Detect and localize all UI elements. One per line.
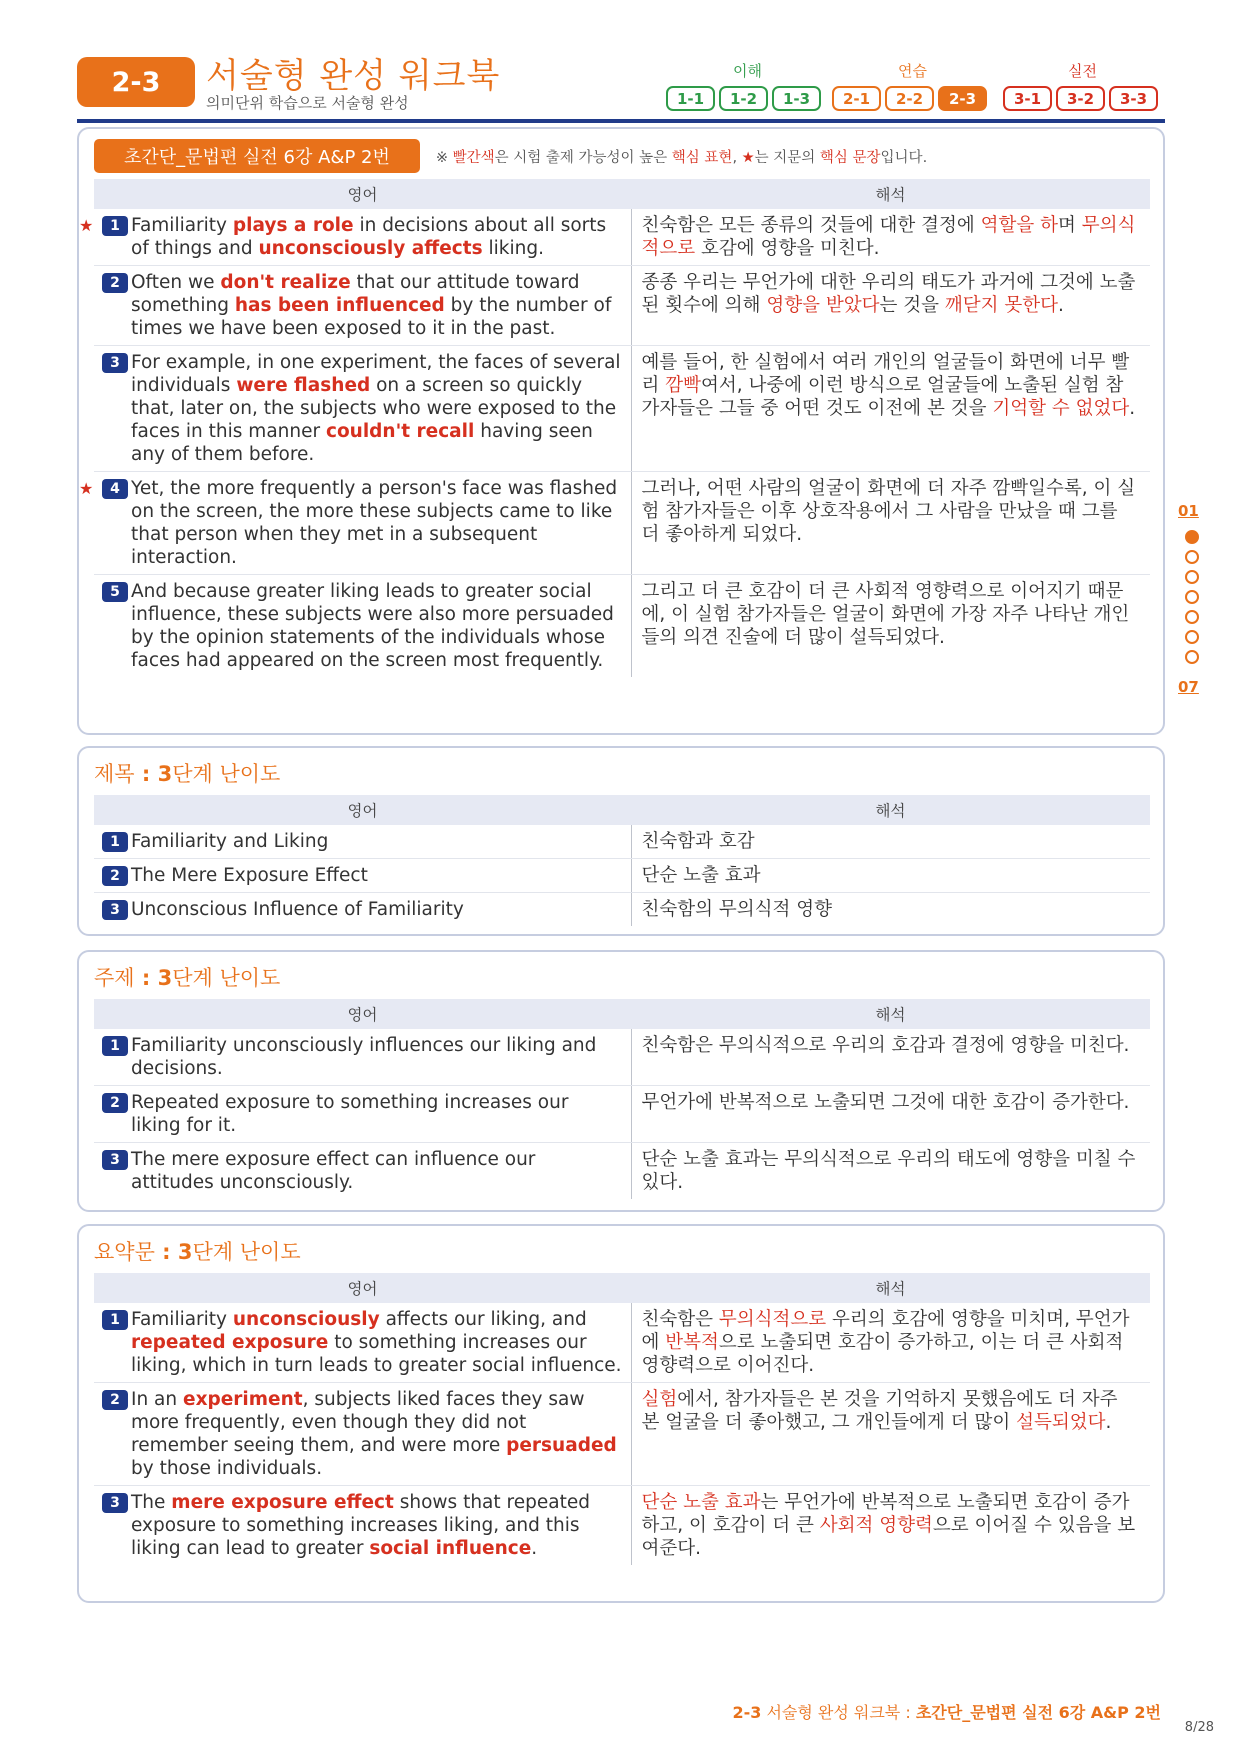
korean-translation: 친숙함의 무의식적 영향 xyxy=(641,899,832,920)
column-header-korean: 해석 xyxy=(631,999,1150,1029)
column-header-english: 영어 xyxy=(94,179,631,209)
page-dot[interactable] xyxy=(1185,550,1199,564)
stage-button-2-2[interactable]: 2-2 xyxy=(885,86,934,111)
summary-box xyxy=(77,1224,1165,1603)
english-sentence: 3 The mere exposure effect shows that repeated exposure to something increases liking, and this liking can lead to greater social influence. xyxy=(94,1486,631,1566)
korean-translation: 친숙함은 무의식적으로 우리의 호감에 영향을 미치며, 무언가에 반복적으로 노출되면 호감이 증가하고, 이는 더 큰 사회적 영향력으로 이어진다. xyxy=(631,1303,1150,1383)
sentence-number: 2 xyxy=(102,1390,128,1410)
passage-tag: 초간단_문법편 실전 6강 A&P 2번 xyxy=(94,139,420,173)
stage-group-practice xyxy=(832,86,987,111)
sentence-number: 1 xyxy=(102,216,128,236)
english-sentence: 3 Unconscious Influence of Familiarity xyxy=(94,893,631,927)
sentence-number: 3 xyxy=(102,900,128,920)
stage-button-3-3[interactable]: 3-3 xyxy=(1109,86,1158,111)
korean-translation: 그러나, 어떤 사람의 얼굴이 화면에 더 자주 깜빡일수록, 이 실험 참가자들은 이후 상호작용에서 그 사람을 만났을 때 그를 더 좋아하게 되었다. xyxy=(631,472,1150,575)
column-header-english: 영어 xyxy=(94,999,631,1029)
table-row xyxy=(94,472,1150,575)
english-sentence: 3 The mere exposure effect can influence our attitudes unconsciously. xyxy=(94,1143,631,1200)
column-header-english: 영어 xyxy=(94,1273,631,1303)
sentence-number: 4 xyxy=(102,479,128,499)
side-nav-start: 01 xyxy=(1178,502,1199,520)
sentence-number: 3 xyxy=(102,1493,128,1513)
korean-translation: 단순 노출 효과 xyxy=(631,859,1150,893)
english-sentence: 1 Familiarity unconsciously affects our liking, and repeated exposure to something increases our liking, which in turn leads to greater social influence. xyxy=(94,1303,631,1383)
table-row xyxy=(94,1029,1150,1086)
stage-group-understand xyxy=(666,86,821,111)
stage-label-understand: 이해 xyxy=(733,62,762,80)
star-icon: ★ xyxy=(79,216,94,235)
stage-button-1-2[interactable]: 1-2 xyxy=(719,86,768,111)
table-row xyxy=(94,859,1150,893)
sentence-number: 3 xyxy=(102,353,128,373)
table-row xyxy=(94,825,1150,859)
table-row xyxy=(94,346,1150,472)
page-subtitle: 의미단위 학습으로 서술형 완성 xyxy=(206,94,409,112)
stage-button-2-3[interactable]: 2-3 xyxy=(938,86,987,111)
table-row xyxy=(94,1143,1150,1200)
table-row xyxy=(94,1383,1150,1486)
title-box xyxy=(77,746,1165,936)
table-row xyxy=(94,266,1150,346)
theme-box xyxy=(77,950,1165,1212)
sentence-number: 5 xyxy=(102,582,128,602)
english-sentence: 5 And because greater liking leads to greater social influence, these subjects were also more persuaded by the opinion statements of the individuals whose faces had appeared on the screen most frequently. xyxy=(94,575,631,678)
sentence-number: 3 xyxy=(102,1150,128,1170)
korean-translation: 종종 우리는 무언가에 대한 우리의 태도가 과거에 그것에 노출된 횟수에 의해 영향을 받았다는 것을 깨닫지 못한다. xyxy=(631,266,1150,346)
korean-translation: 친숙함은 모든 종류의 것들에 대한 결정에 역할을 하며 무의식적으로 호감에 영향을 미친다. xyxy=(631,209,1150,266)
stage-label-practice: 연습 xyxy=(898,62,927,80)
korean-translation: 친숙함은 무의식적으로 우리의 호감과 결정에 영향을 미친다. xyxy=(631,1029,1150,1086)
column-header-korean: 해석 xyxy=(631,179,1150,209)
english-sentence: ★ 1 Familiarity plays a role in decisions about all sorts of things and unconsciously affects liking. xyxy=(94,209,631,266)
page-dot[interactable] xyxy=(1185,590,1199,604)
sentence-number: 2 xyxy=(102,273,128,293)
summary-table xyxy=(94,1273,1150,1565)
page-dot-active[interactable] xyxy=(1185,530,1199,544)
english-sentence: 1 Familiarity and Liking xyxy=(94,825,631,859)
page-dot[interactable] xyxy=(1185,630,1199,644)
unit-badge: 2-3 xyxy=(77,57,195,107)
column-header-korean: 해석 xyxy=(631,1273,1150,1303)
column-header-english: 영어 xyxy=(94,795,631,825)
korean-translation: 그리고 더 큰 호감이 더 큰 사회적 영향력으로 이어지기 때문에, 이 실험 참가자들은 얼굴이 화면에 가장 자주 나타난 개인들의 의견 진술에 더 많이 설득되었다. xyxy=(641,581,1130,648)
table-row xyxy=(94,1303,1150,1383)
theme-table xyxy=(94,999,1150,1199)
passage-table xyxy=(79,179,1150,677)
stage-button-2-1[interactable]: 2-1 xyxy=(832,86,881,111)
page-title: 서술형 완성 워크북 xyxy=(206,56,501,96)
page-dot[interactable] xyxy=(1185,650,1199,664)
table-row xyxy=(94,1486,1150,1566)
korean-translation: 무언가에 반복적으로 노출되면 그것에 대한 호감이 증가한다. xyxy=(631,1086,1150,1143)
korean-translation: 단순 노출 효과는 무의식적으로 우리의 태도에 영향을 미칠 수 있다. xyxy=(641,1149,1136,1193)
title-table xyxy=(94,795,1150,926)
stage-button-1-3[interactable]: 1-3 xyxy=(772,86,821,111)
english-sentence: 3 For example, in one experiment, the faces of several individuals were flashed on a screen so quickly that, later on, the subjects who were exposed to the faces in this manner couldn't recall having seen any of them before. xyxy=(94,346,631,472)
stage-button-3-1[interactable]: 3-1 xyxy=(1003,86,1052,111)
sentence-number: 1 xyxy=(102,832,128,852)
korean-translation: 단순 노출 효과는 무언가에 반복적으로 노출되면 호감이 증가하고, 이 호감이 더 큰 사회적 영향력으로 이어질 수 있음을 보여준다. xyxy=(641,1492,1136,1559)
passage-box xyxy=(77,127,1165,735)
english-sentence: 2 In an experiment, subjects liked faces they saw more frequently, even though they did not remember seeing them, and were more persuaded by those individuals. xyxy=(94,1383,631,1486)
header-divider xyxy=(77,119,1165,123)
footer-caption: 2-3 서술형 완성 워크북 : 초간단_문법편 실전 6강 A&P 2번 xyxy=(732,1703,1161,1722)
table-row xyxy=(94,1086,1150,1143)
stage-button-1-1[interactable]: 1-1 xyxy=(666,86,715,111)
table-row xyxy=(94,209,1150,266)
section-title-summary: 요약문 : 3단계 난이도 xyxy=(94,1240,301,1264)
section-title-title: 제목 : 3단계 난이도 xyxy=(94,762,281,786)
stage-button-3-2[interactable]: 3-2 xyxy=(1056,86,1105,111)
stage-label-real: 실전 xyxy=(1068,62,1097,80)
sentence-number: 1 xyxy=(102,1036,128,1056)
english-sentence: ★ 4 Yet, the more frequently a person's face was flashed on the screen, the more these subjects came to like that person when they met in a subsequent interaction. xyxy=(94,472,631,575)
english-sentence: 2 Repeated exposure to something increases our liking for it. xyxy=(94,1086,631,1143)
english-sentence: 1 Familiarity unconsciously influences our liking and decisions. xyxy=(94,1029,631,1086)
korean-translation: 예를 들어, 한 실험에서 여러 개인의 얼굴들이 화면에 너무 빨리 깜빡여서, 나중에 이런 방식으로 얼굴들에 노출된 실험 참가자들은 그들 중 어떤 것도 이전에 본 것을 기억할 수 없었다. xyxy=(631,346,1150,472)
sentence-number: 1 xyxy=(102,1310,128,1330)
english-sentence: 2 The Mere Exposure Effect xyxy=(94,859,631,893)
english-sentence: 2 Often we don't realize that our attitude toward something has been influenced by the number of times we have been exposed to it in the past. xyxy=(94,266,631,346)
korean-translation: 친숙함과 호감 xyxy=(631,825,1150,859)
page-dot[interactable] xyxy=(1185,610,1199,624)
table-row xyxy=(94,893,1150,927)
legend-note: ※ 빨간색은 시험 출제 가능성이 높은 핵심 표현, ★는 지문의 핵심 문장입니다. xyxy=(435,149,928,166)
page-dot[interactable] xyxy=(1185,570,1199,584)
table-row xyxy=(94,575,1150,678)
page-number: 8/28 xyxy=(1184,1720,1214,1735)
sentence-number: 2 xyxy=(102,1093,128,1113)
section-title-theme: 주제 : 3단계 난이도 xyxy=(94,966,281,990)
stage-group-real xyxy=(1003,86,1158,111)
star-icon: ★ xyxy=(79,479,94,498)
sentence-number: 2 xyxy=(102,866,128,886)
korean-translation: 실험에서, 참가자들은 본 것을 기억하지 못했음에도 더 자주 본 얼굴을 더 좋아했고, 그 개인들에게 더 많이 설득되었다. xyxy=(631,1383,1150,1486)
column-header-korean: 해석 xyxy=(631,795,1150,825)
side-nav-end: 07 xyxy=(1178,678,1199,696)
